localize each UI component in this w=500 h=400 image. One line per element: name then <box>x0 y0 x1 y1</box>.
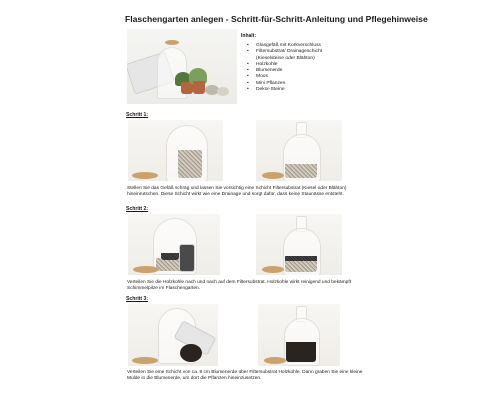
charcoal-layer <box>285 256 317 261</box>
cork-lid <box>165 40 179 45</box>
contents-heading: Inhalt: <box>241 33 256 39</box>
contents-item: • Blumenerde <box>247 68 331 74</box>
charcoal-layer <box>161 253 179 260</box>
cork-lid <box>262 266 284 273</box>
cork-lid <box>133 266 159 273</box>
contents-item: • Holzkohle <box>247 62 331 68</box>
cork-lid <box>264 357 286 364</box>
soil-spill <box>180 344 202 362</box>
step-3-photo-b <box>258 304 340 366</box>
gravel-layer <box>285 260 317 272</box>
step-3-label: Schritt 3: <box>126 296 149 302</box>
step-3-text: Verteilen Sie eine Schicht von ca. 8 cm Blumenerde über Filtersubstrat Holzkohle. Dann graben Sie eine kleine Mulde in die Blumenerde, um dort die Pflanzen hineinzusetzen. <box>127 370 363 382</box>
page-title: Flaschengarten anlegen - Schritt-für-Schritt-Anleitung und Pflegehinweise <box>125 14 428 24</box>
step-2-label: Schritt 2: <box>126 206 149 212</box>
cork-lid <box>132 172 158 179</box>
cork-lid <box>132 357 158 364</box>
decor-stone <box>217 87 229 96</box>
supplies-photo <box>127 29 237 104</box>
step-1-photo-a <box>128 120 223 181</box>
step-2-photo-a <box>128 214 220 275</box>
step-2-text: Verteilen Sie die Holzkohle nach und nach auf dem Filtersubstrat. Holzkohle wirkt reinigend und bekämpft Schimmelpilze im Flaschengarten. <box>127 280 351 292</box>
step-1-text: Stellen Sie das Gefäß schräg und lassen Sie vorsichtig eine Schicht Filtersubstrat (Kiesel oder Blähton) hineinrutschen. Diese Schicht wirkt wie eine Drainage und sorgt dafür, dass keine Staunässe entsteht. <box>127 186 347 198</box>
contents-item: • Dekor-Steine <box>247 87 331 93</box>
plant-pot <box>193 81 205 94</box>
contents-item: • Filtersubstrat/ Drainageschicht (Kieselsteine oder Blähton) <box>247 49 331 62</box>
step-2-photo-b <box>256 214 342 275</box>
charcoal-bag <box>179 244 195 272</box>
contents-item: • Moos <box>247 74 331 80</box>
contents-list <box>247 43 331 93</box>
gravel-layer <box>285 164 317 178</box>
contents-item: • Mini Pflanzen <box>247 81 331 87</box>
cork-lid <box>262 172 284 179</box>
step-3-photo-a <box>128 304 218 366</box>
soil-layer <box>286 342 316 362</box>
step-1-photo-b <box>256 120 342 181</box>
gravel-layer <box>178 150 202 178</box>
step-1-label: Schritt 1: <box>126 112 149 118</box>
contents-item: • Glasgefäß mit Korkverschluss <box>247 43 331 49</box>
